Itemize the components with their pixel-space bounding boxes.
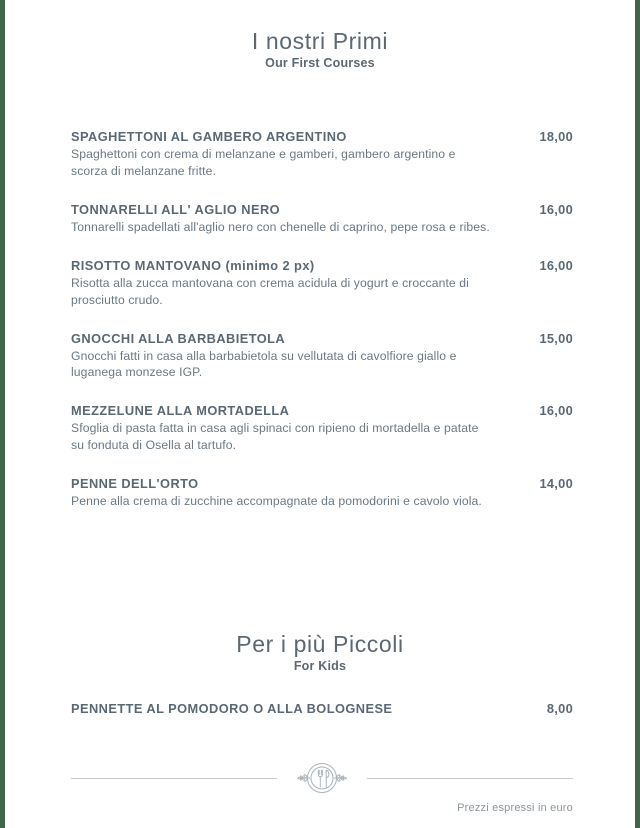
menu-item-price: 16,00 [539, 403, 573, 419]
menu-item-name: TONNARELLI ALL' AGLIO NERO [71, 202, 281, 218]
menu-item [5, 202, 635, 236]
menu-item-price: 16,00 [539, 257, 573, 273]
menu-item-description: Tonnarelli spadellati all'aglio nero con chenelle di caprino, pepe rosa e ribes. [71, 220, 490, 235]
menu-item-description: Risotta alla zucca mantovana con crema acidula di yogurt e croccante di prosciutto crudo. [71, 275, 469, 307]
menu-item-name: GNOCCHI ALLA BARBABIETOLA [71, 330, 286, 346]
kids-item-list [5, 701, 635, 717]
kids-section [5, 631, 635, 717]
menu-item [5, 258, 635, 309]
menu-item-name: RISOTTO MANTOVANO (minimo 2 px) [71, 257, 315, 273]
menu-item-header [71, 476, 573, 492]
menu-item [5, 476, 635, 510]
menu-item-header [71, 129, 573, 145]
menu-item-name: MEZZELUNE ALLA MORTADELLA [71, 403, 290, 419]
footer-rule-left [71, 778, 277, 779]
footer-divider-row [71, 761, 573, 795]
primi-section-heading [5, 28, 635, 70]
menu-item-name: PENNE DELL'ORTO [71, 475, 199, 491]
right-edge-stripe [635, 0, 640, 828]
page-footer [5, 761, 635, 814]
primi-heading-english: Our First Courses [265, 56, 375, 71]
menu-item-header [71, 258, 573, 274]
kids-heading-english: For Kids [293, 659, 347, 674]
menu-item-price: 18,00 [539, 129, 573, 145]
primi-item-list [5, 129, 635, 509]
menu-page [5, 0, 635, 828]
menu-item-price: 15,00 [539, 330, 573, 346]
footer-rule-right [367, 778, 573, 779]
fork-knife-crest-icon [289, 761, 355, 795]
menu-item-header [71, 331, 573, 347]
menu-item [5, 129, 635, 180]
menu-item [5, 701, 635, 717]
menu-item-description: Sfoglia di pasta fatta in casa agli spinaci con ripieno di mortadella e patate su fonduta di Osella al tartufo. [71, 421, 479, 452]
menu-item-header [71, 202, 573, 218]
menu-item-name: SPAGHETTONI AL GAMBERO ARGENTINO [71, 129, 347, 145]
menu-item-price: 14,00 [539, 475, 573, 491]
kids-section-heading [5, 631, 635, 673]
primi-heading-italian: I nostri Primi [251, 28, 389, 54]
menu-item-description: Spaghettoni con crema di melanzane e gamberi, gambero argentino e scorza di melanzane fritte. [71, 147, 456, 179]
menu-item-header [71, 701, 573, 717]
menu-item-description: Penne alla crema di zucchine accompagnate da pomodorini e cavolo viola. [71, 493, 482, 508]
menu-item-description: Gnocchi fatti in casa alla barbabietola su vellutata di cavolfiore giallo e luganega monzese IGP. [71, 348, 457, 380]
menu-item-header [71, 403, 573, 419]
kids-heading-italian: Per i più Piccoli [236, 630, 404, 657]
price-currency-note: Prezzi espressi in euro [457, 802, 573, 814]
menu-item-price: 16,00 [539, 202, 573, 218]
menu-item-price: 8,00 [546, 701, 573, 717]
menu-item [5, 403, 635, 454]
menu-item [5, 331, 635, 382]
menu-item-name: PENNETTE AL POMODORO O ALLA BOLOGNESE [71, 701, 393, 717]
